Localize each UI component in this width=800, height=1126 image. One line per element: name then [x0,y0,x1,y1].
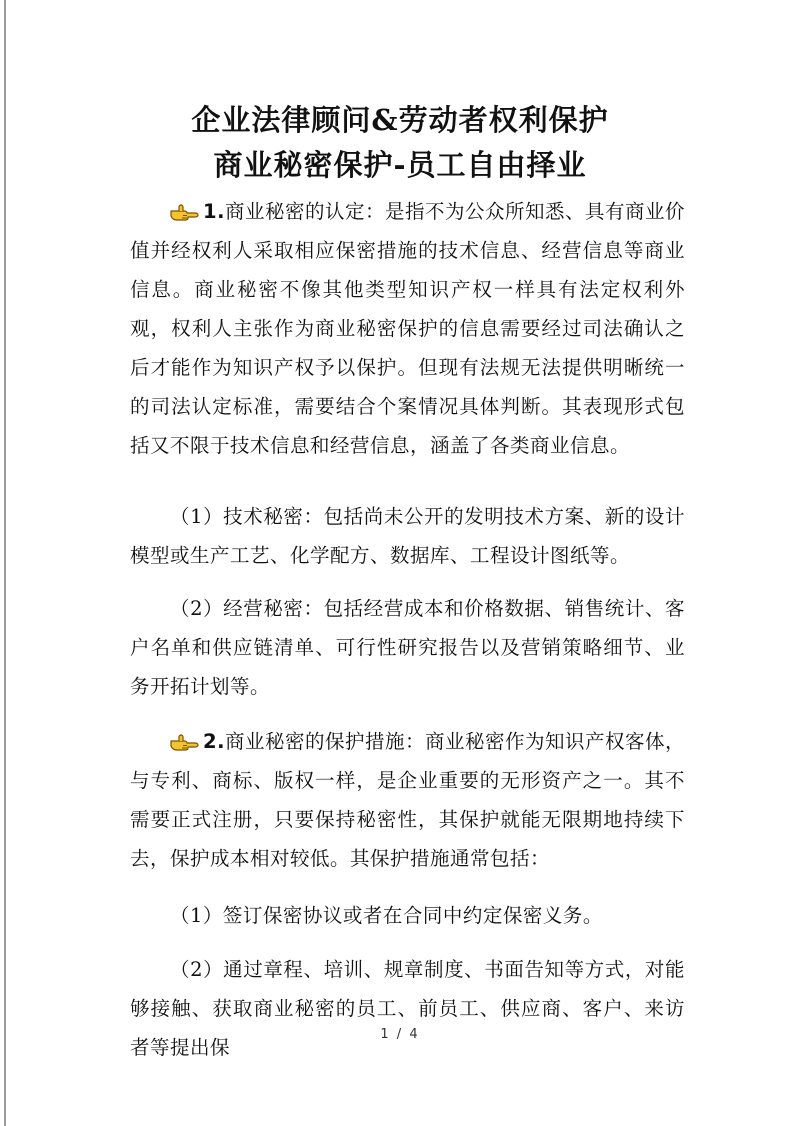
section-1-item-2-text: （2）经营秘密：包括经营成本和价格数据、销售统计、客户名单和供应链清单、可行性研究报告以及营销策略细节、业务开拓计划等。 [130,597,685,698]
section-2-heading: 商业秘密的保护措施： [224,730,425,753]
page-indicator: 1 / 4 [380,1027,420,1042]
section-2-text: 商业秘密作为知识产权客体，与专利、商标、版权一样，是企业重要的无形资产之一。其不需要正式注册，只要保持秘密性，其保护就能无限期地持续下去，保护成本相对较低。其保护措施通常包括： [130,730,686,870]
section-2-item-1-text: （1）签订保密协议或者在合同中约定保密义务。 [170,904,603,927]
section-2-item-2-text: （2）通过章程、培训、规章制度、书面告知等方式，对能够接触、获取商业秘密的员工、前员工、供应商、客户、来访者等提出保 [130,958,685,1059]
pointing-hand-icon [170,733,200,751]
section-2-item-2 [130,950,685,1059]
section-1-heading: 商业秘密的认定： [224,200,385,223]
section-2-paragraph [130,722,685,878]
section-1-item-2 [130,589,685,706]
section-1-paragraph [130,192,685,465]
page-title: 企业法律顾问&劳动者权利保护 [191,103,609,137]
page-subtitle: 商业秘密保护-员工自由择业 [213,148,587,182]
section-1-number: 1. [203,200,225,223]
pointing-hand-icon [170,203,200,221]
section-1-item-1-text: （1）技术秘密：包括尚未公开的发明技术方案、新的设计模型或生产工艺、化学配方、数据库、工程设计图纸等。 [130,505,685,567]
section-2-number: 2. [203,730,225,753]
section-1-text: 是指不为公众所知悉、具有商业价值并经权利人采取相应保密措施的技术信息、经营信息等商业信息。商业秘密不像其他类型知识产权一样具有法定权利外观，权利人主张作为商业秘密保护的信息需要经过司法确认之后才能作为知识产权予以保护。但现有法规无法提供明晰统一的司法认定标准，需要结合个案情况具体判断。其表现形式包括又不限于技术信息和经营信息，涵盖了各类商业信息。 [130,200,686,457]
section-1-item-1 [130,497,685,575]
section-2-item-1 [130,896,685,935]
